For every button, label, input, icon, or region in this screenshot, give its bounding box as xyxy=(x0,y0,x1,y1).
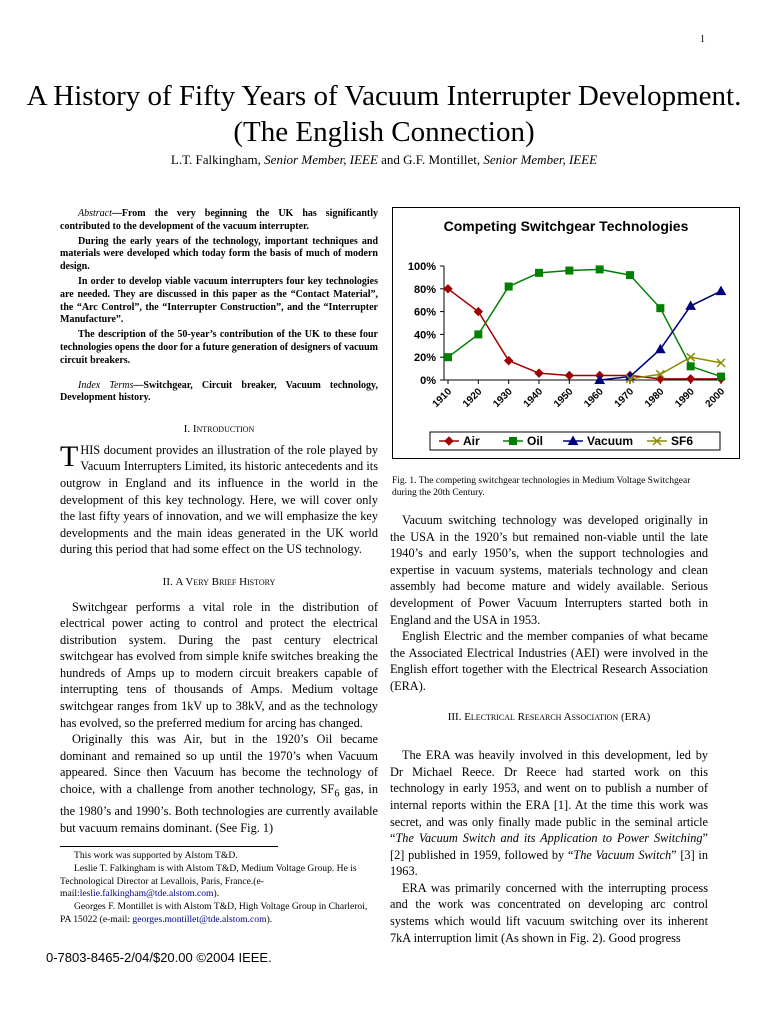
series-line-oil xyxy=(448,269,721,376)
section-3-heading xyxy=(390,709,708,726)
data-point-air xyxy=(687,375,695,383)
abstract-text-1: —From the very beginning the UK has significantly contributed to the development of the vacuum interrupter. xyxy=(60,208,378,232)
x-tick-label: 1920 xyxy=(460,386,485,410)
paper-title: A History of Fifty Years of Vacuum Interrupter Development. (The English Connection) xyxy=(26,80,742,148)
page-number: 1 xyxy=(700,34,705,45)
legend-marker-oil xyxy=(510,438,517,445)
section-1-body xyxy=(60,439,378,558)
y-tick-label: 20% xyxy=(413,352,436,365)
section-2-p2-b: gas, in the 1980’s and 1990’s. Both technologies are currently available but vacuum remains dominant. (See Fig. 1) xyxy=(60,782,378,835)
data-point-oil xyxy=(475,331,482,338)
legend-label-air: Air xyxy=(463,434,480,448)
section-2-p2-a: Originally this was Air, but in the 1920’s Oil became dominant and remained so up until the 1970’s when Vacuum appeared. Since then Vacuum has become the technology of choice, with a challenge from another technology, SF xyxy=(60,732,378,797)
x-tick-label: 1930 xyxy=(491,386,515,410)
authors-line xyxy=(0,152,768,168)
y-tick-label: 40% xyxy=(413,329,436,342)
y-tick-label: 0% xyxy=(420,375,436,387)
data-point-oil xyxy=(687,363,694,370)
footnote-3 xyxy=(60,901,378,927)
footnote-2 xyxy=(60,863,378,901)
data-point-air xyxy=(505,357,513,365)
author-1: L.T. Falkingham, xyxy=(170,152,261,167)
section-2-p1: Switchgear performs a vital role in the distribution of electrical power acting to control and protect the electrical distribution system. During the past century electrical switchgear has evolved from simple knife switches breaking the hundreds of Amps up to modern circuit breakers capable of interrupting tens of thousands of Amps. Medium voltage switchgear ranges from 1kV up to 38kV, and as the technology has evolved, so the preferred medium for arcing has changed. xyxy=(60,599,378,730)
index-terms xyxy=(60,380,378,406)
data-point-oil xyxy=(445,354,452,361)
author-2: G.F. Montillet, xyxy=(403,152,481,167)
section-3-p1 xyxy=(390,747,708,880)
figure-caption: Fig. 1. The competing switchgear technologies in Medium Voltage Switchgear during the 20th Century. xyxy=(392,476,691,498)
data-point-vacuum xyxy=(686,301,695,309)
legend-label-sf6: SF6 xyxy=(671,434,694,448)
y-tick-label: 60% xyxy=(413,306,436,319)
footnotes xyxy=(60,850,378,927)
x-tick-label: 1910 xyxy=(430,386,455,410)
citation-title-2: The Vacuum Switch xyxy=(573,847,672,862)
section-1-heading xyxy=(60,421,378,438)
data-point-oil xyxy=(505,283,512,290)
email-link-1[interactable]: leslie.falkingham@tde.alstom.com xyxy=(79,888,214,900)
section-1-text: HIS document provides an illustration of the role played by Vacuum Interrupters Limited, its historic antecedents and its outgrow in England and its influence in the world in the development of this key technology. Here, we will cover only the last fifty years of innovation, and we will emphasize the key developments and the main ideas generated in the UK world during this period that had some effect on the US technology. xyxy=(60,442,378,557)
author-1-role: Senior Member, IEEE xyxy=(264,152,378,167)
line-chart xyxy=(393,208,739,458)
abstract-lead: Abstract xyxy=(78,208,112,219)
section-3-p2: ERA was primarily concerned with the interrupting process and the work was concentrated on developing arc control systems which would lift vacuum switching over its inherent 7kA interruption limit (As shown in Fig. 2). Good progress xyxy=(390,880,708,945)
email-link-2[interactable]: georges.montillet@tde.alstom.com xyxy=(132,913,267,925)
abstract-p4: The description of the 50-year’s contribution of the UK to these four technologies opens the door for a future generation of designers of vacuum circuit breakers. xyxy=(60,329,378,366)
x-tick-label: 1990 xyxy=(673,386,697,410)
section-3-p1-b: ” [2] published in 1959, followed by “ xyxy=(390,831,708,862)
x-tick-label: 1980 xyxy=(642,386,667,410)
series-line-sf6 xyxy=(630,357,721,379)
section-1-num: I. xyxy=(183,423,191,436)
index-terms-lead: Index Terms xyxy=(78,379,134,391)
data-point-air xyxy=(535,369,543,377)
footnote-3-text: Georges F. Montillet is with Alstom T&D, High Voltage Group in Charleroi, PA 15022 (e-mail: xyxy=(60,901,368,925)
data-point-oil xyxy=(627,272,634,279)
data-point-oil xyxy=(566,267,573,274)
footnote-3-end: ). xyxy=(266,913,273,925)
data-point-air xyxy=(565,371,573,379)
section-3-p1-c: ” [3] in 1963. xyxy=(390,847,708,879)
section-3-p1-a: The ERA was heavily involved in this development, led by Dr Michael Reece. Dr Reece had started work on this technology in early 1953, and went on to publish a number of internal reports within the ERA [1]. At the time this work was secret, and was only finally made public in the seminal article “ xyxy=(390,748,708,846)
citation-title-1: The Vacuum Switch and its Application to Power Switching xyxy=(395,831,703,846)
section-2-heading xyxy=(60,574,378,591)
abstract-p3: In order to develop viable vacuum interrupters four key technologies are needed. They are discussed in this paper as the “Contact Material”, the “Arc Control”, the “Interrupter Construction”, and the “Interrupter Manufacture”. xyxy=(60,275,378,326)
data-point-oil xyxy=(718,373,725,380)
footnote-2-end: ). xyxy=(213,888,220,900)
chart-title: Competing Switchgear Technologies xyxy=(443,218,689,234)
section-1-title: Introduction xyxy=(192,423,255,436)
x-tick-label: 1940 xyxy=(521,386,546,410)
data-point-oil xyxy=(657,305,664,312)
section-2-title: A Very Brief History xyxy=(175,575,276,588)
left-column xyxy=(60,208,378,836)
copyright-line: 0-7803-8465-2/04/$20.00 ©2004 IEEE. xyxy=(46,950,272,965)
data-point-oil xyxy=(596,266,603,273)
abstract-p2: During the early years of the technology, important techniques and materials were developed which today form the basis of much of modern design. xyxy=(60,235,378,273)
data-point-vacuum xyxy=(717,287,726,295)
footnote-1: This work was supported by Alstom T&D. xyxy=(74,850,238,861)
y-tick-label: 80% xyxy=(413,283,436,296)
x-tick-label: 1970 xyxy=(612,386,637,410)
section-3-num: III. xyxy=(447,710,462,723)
section-2-p2 xyxy=(60,731,378,836)
footnote-2-text: Leslie T. Falkingham is with Alstom T&D, Medium Voltage Group. He is Technological Director at Levallois, Paris, France.(e-mail: xyxy=(60,862,357,900)
right-p2: English Electric and the member companies of what became the Associated Electrical Industries (AEI) were involved in the English effort together with the Electrical Research Association (ERA). xyxy=(390,629,708,693)
dropcap: T xyxy=(60,439,79,473)
index-terms-text: —Switchgear, Circuit breaker, Vacuum technology, Development history. xyxy=(60,379,378,404)
footnote-divider xyxy=(60,846,278,847)
sf6-subscript: 6 xyxy=(334,788,340,800)
y-tick-label: 100% xyxy=(407,261,436,273)
x-tick-label: 1950 xyxy=(551,386,576,410)
right-column xyxy=(390,512,708,946)
x-tick-label: 2000 xyxy=(703,386,728,410)
abstract-p1 xyxy=(60,208,378,234)
data-point-oil xyxy=(536,269,543,276)
legend-label-oil: Oil xyxy=(527,434,544,448)
section-3-title: Electrical Research Association (ERA) xyxy=(464,710,651,723)
section-2-num: II. xyxy=(162,575,173,588)
series-line-air xyxy=(448,289,721,379)
legend-label-vacuum: Vacuum xyxy=(587,434,634,448)
authors-and: and xyxy=(381,152,400,167)
x-tick-label: 1960 xyxy=(582,386,606,410)
right-p1: Vacuum switching technology was developed originally in the USA in the 1920’s but remained non-viable until the late 1940’s and early 1950’s, when the support technologies and expertise in vacuum systems, materials technology and clean assembly had become mature and widely available. Serious development of Power Vacuum Interrupters started both in England and the USA in 1953. xyxy=(390,513,708,627)
author-2-role: Senior Member, IEEE xyxy=(483,152,598,167)
chart-frame xyxy=(392,207,740,459)
